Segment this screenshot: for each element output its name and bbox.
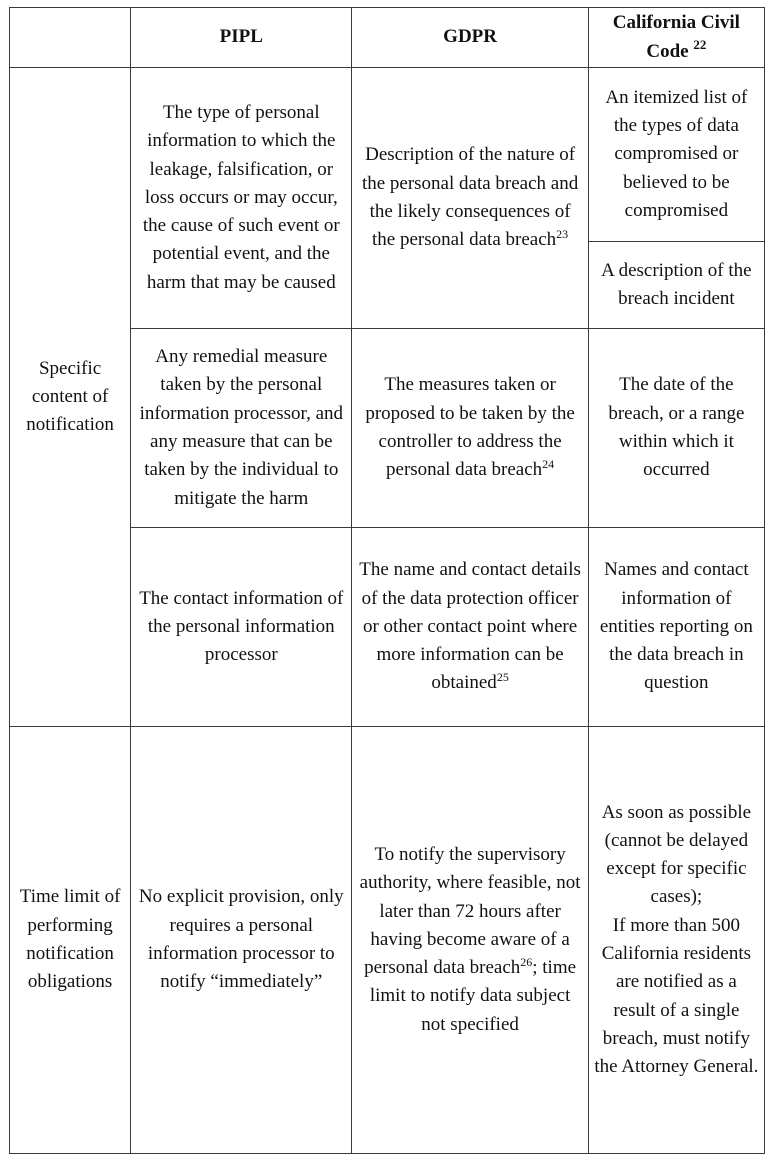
row-header-specific-content: Specific content of notification [10,68,131,727]
cell-pipl-measures: Any remedial measure taken by the personal information processor, and any measure that can be taken by the individual to mitigate the harm [131,329,352,528]
cell-california-time-limit: As soon as possible (cannot be delayed except for specific cases); If more than 500 California residents are notified as a result of a single breach, must notify the Attorney General. [588,727,764,1154]
comparison-table [9,7,765,1154]
cell-pipl-time-limit: No explicit provision, only requires a personal information processor to notify “immediately” [131,727,352,1154]
row-header-time-limit: Time limit of performing notification obligations [10,727,131,1154]
cell-gdpr-breach-nature: Description of the nature of the personal data breach and the likely consequences of the personal data breach$^{23}$ [352,68,588,329]
header-pipl: PIPL [131,8,352,68]
cell-california-breach-date: The date of the breach, or a range within which it occurred [588,329,764,528]
header-california: California Civil Code $^{22}$ [588,8,764,68]
cell-pipl-contact: The contact information of the personal information processor [131,528,352,727]
cell-gdpr-measures: The measures taken or proposed to be taken by the controller to address the personal data breach$^{24}$ [352,329,588,528]
footnote-ref: 26 [520,955,533,970]
table-row [10,727,765,1154]
footnote-ref: 22 [693,36,707,52]
footnote-ref: 24 [542,457,555,472]
header-row [10,8,765,68]
header-gdpr: GDPR [352,8,588,68]
cell-california-data-types: An itemized list of the types of data compromised or believed to be compromised [588,68,764,242]
footnote-ref: 23 [556,227,569,242]
cell-california-entities: Names and contact information of entities reporting on the data breach in question [588,528,764,727]
cell-gdpr-contact: The name and contact details of the data protection officer or other contact point where more information can be obtained$^{25}$ [352,528,588,727]
header-corner-cell [10,8,131,68]
table-row [10,68,765,242]
footnote-ref: 25 [496,670,509,685]
cell-pipl-breach-nature: The type of personal information to which the leakage, falsification, or loss occurs or may occur, the cause of such event or potential event, and the harm that may be caused [131,68,352,329]
cell-california-incident-description: A description of the breach incident [588,242,764,329]
cell-gdpr-time-limit: To notify the supervisory authority, where feasible, not later than 72 hours after having become aware of a personal data breach$^{26}$; time limit to notify data subject not specified [352,727,588,1154]
